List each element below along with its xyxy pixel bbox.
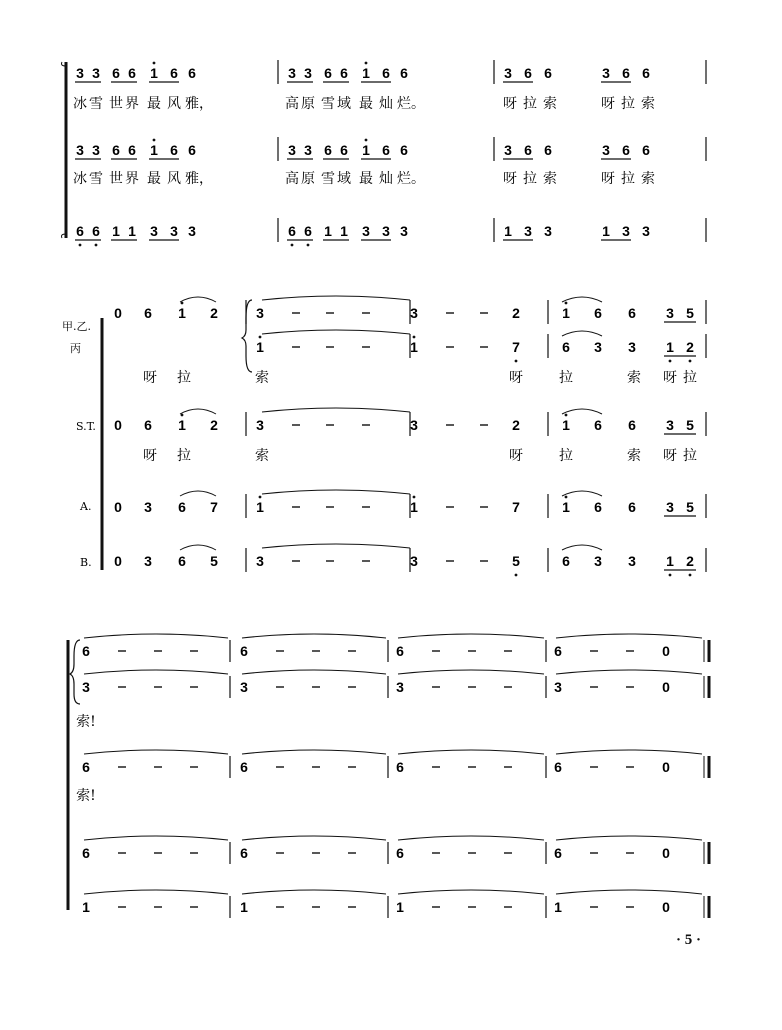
note: 6 <box>628 499 636 515</box>
note: 6 <box>554 643 562 659</box>
note: 3 <box>666 305 674 321</box>
lyric-char: 呀 <box>503 96 517 112</box>
note: 6 <box>594 305 602 321</box>
pickup-note: 0 <box>114 305 122 321</box>
tie <box>556 836 702 840</box>
lyric-char: 界 <box>125 171 139 187</box>
note: 1 <box>410 499 418 515</box>
note: 1 <box>256 499 264 515</box>
pickup-note: 3 <box>144 499 152 515</box>
octave-dot <box>365 62 368 65</box>
lyric-char: 冰 <box>73 171 87 187</box>
lyric-char: 原 <box>301 96 315 112</box>
note-3: 3 <box>92 142 100 158</box>
note-6: 6 <box>382 65 390 81</box>
note-3: 3 <box>76 142 84 158</box>
lyric-char: 索 <box>543 171 557 187</box>
lyric-char: 。 <box>411 96 425 112</box>
note: 6 <box>554 759 562 775</box>
pickup-note: 6 <box>178 553 186 569</box>
note: 6 <box>562 553 570 569</box>
note-6: 6 <box>128 142 136 158</box>
lyric-char: 最 <box>359 96 373 112</box>
note: 3 <box>666 417 674 433</box>
note: 6 <box>396 845 404 861</box>
lyric-char: 最 <box>147 96 161 112</box>
note-1: 1 <box>340 223 348 239</box>
note-3: 3 <box>524 223 532 239</box>
slur <box>562 331 602 336</box>
note: 5 <box>512 553 520 569</box>
octave-dot <box>291 244 294 247</box>
octave-dot <box>95 244 98 247</box>
lyric-char: 雪 <box>89 171 103 187</box>
note-6: 6 <box>340 142 348 158</box>
lyric-char: 拉 <box>621 96 635 112</box>
octave-dot <box>565 414 568 417</box>
note: 3 <box>410 553 418 569</box>
lyric-char: 界 <box>125 96 139 112</box>
note-6: 6 <box>76 223 84 239</box>
lyric-char: 呀 <box>601 171 615 187</box>
note: 2 <box>512 417 520 433</box>
lyric-char: 拉 <box>683 448 697 464</box>
note-3: 3 <box>504 142 512 158</box>
octave-dot <box>565 496 568 499</box>
octave-dot <box>413 336 416 339</box>
lyric-char: 拉 <box>523 96 537 112</box>
pickup-note: 2 <box>210 305 218 321</box>
lyric-char: 索 <box>255 448 269 464</box>
note: 0 <box>662 643 670 659</box>
octave-dot <box>307 244 310 247</box>
tie <box>84 890 228 894</box>
octave-dot <box>79 244 82 247</box>
note: 3 <box>396 679 404 695</box>
note-3: 3 <box>622 223 630 239</box>
note-1: 1 <box>602 223 610 239</box>
lyric-char: 呀 <box>663 448 677 464</box>
octave-dot <box>365 139 368 142</box>
note-6: 6 <box>112 65 120 81</box>
lyric-char: 索 <box>255 370 269 386</box>
note-3: 3 <box>150 223 158 239</box>
note-6: 6 <box>170 65 178 81</box>
note: 6 <box>554 845 562 861</box>
pickup-note: 0 <box>114 499 122 515</box>
note-6: 6 <box>622 142 630 158</box>
note-6: 6 <box>524 65 532 81</box>
lyric-char: 索 <box>543 96 557 112</box>
lyric-char: 呀 <box>509 370 523 386</box>
tie <box>262 544 410 548</box>
pickup-note: 7 <box>210 499 218 515</box>
note: 0 <box>662 759 670 775</box>
note-6: 6 <box>382 142 390 158</box>
note: 0 <box>662 899 670 915</box>
slur <box>562 491 602 496</box>
lyric-char: 呀 <box>143 370 157 386</box>
lyric-char: 拉 <box>683 370 697 386</box>
note-6: 6 <box>340 65 348 81</box>
tie <box>398 890 544 894</box>
note: 0 <box>662 845 670 861</box>
lyric-char: 烂 <box>397 96 411 112</box>
note-3: 3 <box>188 223 196 239</box>
note: 1 <box>562 499 570 515</box>
tie <box>556 634 702 638</box>
tie <box>242 890 386 894</box>
octave-dot <box>153 139 156 142</box>
note: 6 <box>82 845 90 861</box>
note: 7 <box>512 339 520 355</box>
tie <box>556 670 702 674</box>
note-i: 1 <box>150 142 158 158</box>
tie <box>242 750 386 754</box>
note: 6 <box>240 759 248 775</box>
octave-dot <box>669 360 672 363</box>
tie <box>262 490 410 494</box>
lyric-char: 最 <box>359 171 373 187</box>
lyric-char: 灿 <box>379 96 393 112</box>
note-6: 6 <box>642 142 650 158</box>
note: 3 <box>256 305 264 321</box>
note-3: 3 <box>76 65 84 81</box>
note-6: 6 <box>622 65 630 81</box>
lyric-char: 世 <box>109 171 123 187</box>
tie <box>242 670 386 674</box>
note: 1 <box>240 899 248 915</box>
lyric-char: 最 <box>147 171 161 187</box>
lyric-char: 拉 <box>559 448 573 464</box>
note-3: 3 <box>642 223 650 239</box>
pickup-note: 6 <box>178 499 186 515</box>
slur <box>562 297 602 302</box>
note: 3 <box>594 339 602 355</box>
lyric-char: 索 <box>641 96 655 112</box>
note-1: 1 <box>112 223 120 239</box>
lyric-char: 域 <box>337 96 351 112</box>
part-label: A. <box>80 500 92 513</box>
lyric-char: 烂 <box>397 171 411 187</box>
note: 1 <box>554 899 562 915</box>
note: 6 <box>82 643 90 659</box>
lyric-char: 高 <box>285 171 299 187</box>
pickup-note: 0 <box>114 553 122 569</box>
part-label: 丙 <box>70 342 81 355</box>
pickup-note: 2 <box>210 417 218 433</box>
octave-dot <box>515 360 518 363</box>
lyric-char: 拉 <box>177 370 191 386</box>
lyric-char: 拉 <box>177 448 191 464</box>
lyric-char: 索! <box>76 714 96 730</box>
note: 1 <box>256 339 264 355</box>
note: 1 <box>562 305 570 321</box>
note: 3 <box>628 339 636 355</box>
lyric-char: ， <box>199 96 213 112</box>
lyric-char: 索 <box>627 448 641 464</box>
note: 7 <box>512 499 520 515</box>
lyric-char: 呀 <box>601 96 615 112</box>
slur <box>562 409 602 414</box>
note: 6 <box>594 417 602 433</box>
note: 0 <box>662 679 670 695</box>
tie <box>398 836 544 840</box>
note-6: 6 <box>304 223 312 239</box>
lyric-char: 域 <box>337 171 351 187</box>
tie <box>262 408 410 412</box>
note-6: 6 <box>544 142 552 158</box>
slur <box>180 297 216 302</box>
note-3: 3 <box>304 142 312 158</box>
note: 6 <box>594 499 602 515</box>
lyric-char: 高 <box>285 96 299 112</box>
octave-dot <box>689 574 692 577</box>
note-6: 6 <box>400 65 408 81</box>
tie <box>84 836 228 840</box>
note: 1 <box>396 899 404 915</box>
note: 3 <box>256 553 264 569</box>
octave-dot <box>669 574 672 577</box>
octave-dot <box>259 496 262 499</box>
lyric-char: 呀 <box>503 171 517 187</box>
pickup-note: 6 <box>144 417 152 433</box>
note-3: 3 <box>504 65 512 81</box>
note-6: 6 <box>288 223 296 239</box>
note-i: 1 <box>150 65 158 81</box>
page-number: · 5 · <box>676 932 702 948</box>
note-6: 6 <box>170 142 178 158</box>
note-1: 1 <box>324 223 332 239</box>
tie <box>398 670 544 674</box>
pickup-note: 1 <box>178 305 186 321</box>
pickup-note: 1 <box>178 417 186 433</box>
lyric-char: 拉 <box>621 171 635 187</box>
note: 1 <box>666 553 674 569</box>
note: 6 <box>82 759 90 775</box>
lyric-char: 原 <box>301 171 315 187</box>
lyric-char: 拉 <box>523 171 537 187</box>
tie <box>398 634 544 638</box>
tie <box>398 750 544 754</box>
note: 5 <box>686 305 694 321</box>
tie <box>262 296 410 300</box>
note-3: 3 <box>362 223 370 239</box>
lyric-char: 世 <box>109 96 123 112</box>
lyric-char: 雅 <box>185 96 199 112</box>
lyric-char: 呀 <box>143 448 157 464</box>
slur <box>180 491 216 496</box>
note: 5 <box>686 417 694 433</box>
octave-dot <box>413 496 416 499</box>
note-1: 1 <box>128 223 136 239</box>
lyric-char: 灿 <box>379 171 393 187</box>
note: 2 <box>686 553 694 569</box>
note-6: 6 <box>324 65 332 81</box>
octave-dot <box>689 360 692 363</box>
note-3: 3 <box>544 223 552 239</box>
tie <box>556 750 702 754</box>
tie <box>242 836 386 840</box>
note-6: 6 <box>324 142 332 158</box>
note: 3 <box>256 417 264 433</box>
note: 2 <box>686 339 694 355</box>
lyric-char: 拉 <box>559 370 573 386</box>
note-1: 1 <box>504 223 512 239</box>
note-3: 3 <box>304 65 312 81</box>
tie <box>84 634 228 638</box>
note: 6 <box>240 845 248 861</box>
note: 3 <box>410 305 418 321</box>
note: 1 <box>410 339 418 355</box>
tie <box>262 330 410 334</box>
slur <box>180 545 216 550</box>
note-6: 6 <box>188 65 196 81</box>
lyric-char: 呀 <box>509 448 523 464</box>
lyric-char: 雪 <box>89 96 103 112</box>
note: 6 <box>628 417 636 433</box>
lyric-char: 。 <box>411 171 425 187</box>
lyric-char: 雪 <box>321 171 335 187</box>
note: 3 <box>82 679 90 695</box>
note-3: 3 <box>288 142 296 158</box>
octave-dot <box>181 302 184 305</box>
slur <box>562 545 602 550</box>
pickup-note: 0 <box>114 417 122 433</box>
tie <box>84 670 228 674</box>
note: 3 <box>554 679 562 695</box>
part-label: S.T. <box>76 420 96 433</box>
tie <box>556 890 702 894</box>
part-label: B. <box>80 556 92 569</box>
note-i: 1 <box>362 65 370 81</box>
note-6: 6 <box>92 223 100 239</box>
note-6: 6 <box>544 65 552 81</box>
lyric-char: 风 <box>167 96 181 112</box>
note: 1 <box>562 417 570 433</box>
note-6: 6 <box>642 65 650 81</box>
lyric-char: 雅 <box>185 171 199 187</box>
note: 2 <box>512 305 520 321</box>
pickup-note: 6 <box>144 305 152 321</box>
octave-dot <box>181 414 184 417</box>
note-3: 3 <box>602 142 610 158</box>
octave-dot <box>515 574 518 577</box>
note: 1 <box>666 339 674 355</box>
octave-dot <box>259 336 262 339</box>
lyric-char: 索 <box>641 171 655 187</box>
tie <box>242 634 386 638</box>
note-3: 3 <box>400 223 408 239</box>
part-label: 甲.乙. <box>62 320 91 333</box>
note: 3 <box>240 679 248 695</box>
note: 5 <box>686 499 694 515</box>
note: 1 <box>82 899 90 915</box>
lyric-char: 索! <box>76 788 96 804</box>
note: 6 <box>396 759 404 775</box>
lyric-char: 风 <box>167 171 181 187</box>
note-3: 3 <box>382 223 390 239</box>
note: 6 <box>240 643 248 659</box>
tie <box>84 750 228 754</box>
slur <box>180 409 216 414</box>
lyric-char: 冰 <box>73 96 87 112</box>
lyric-char: ， <box>199 171 213 187</box>
note: 6 <box>562 339 570 355</box>
note-6: 6 <box>400 142 408 158</box>
note: 6 <box>396 643 404 659</box>
note-6: 6 <box>128 65 136 81</box>
lyric-char: 雪 <box>321 96 335 112</box>
note-i: 1 <box>362 142 370 158</box>
note: 6 <box>628 305 636 321</box>
pickup-note: 3 <box>144 553 152 569</box>
note-6: 6 <box>188 142 196 158</box>
pickup-note: 5 <box>210 553 218 569</box>
lyric-char: 索 <box>627 370 641 386</box>
note: 3 <box>594 553 602 569</box>
lyric-char: 呀 <box>663 370 677 386</box>
note-6: 6 <box>524 142 532 158</box>
note-3: 3 <box>170 223 178 239</box>
voice-brace <box>70 640 80 704</box>
note: 3 <box>628 553 636 569</box>
note: 3 <box>666 499 674 515</box>
note-3: 3 <box>288 65 296 81</box>
note-6: 6 <box>112 142 120 158</box>
note: 3 <box>410 417 418 433</box>
voice-brace <box>242 300 252 372</box>
note-3: 3 <box>602 65 610 81</box>
note-3: 3 <box>92 65 100 81</box>
octave-dot <box>565 302 568 305</box>
octave-dot <box>153 62 156 65</box>
